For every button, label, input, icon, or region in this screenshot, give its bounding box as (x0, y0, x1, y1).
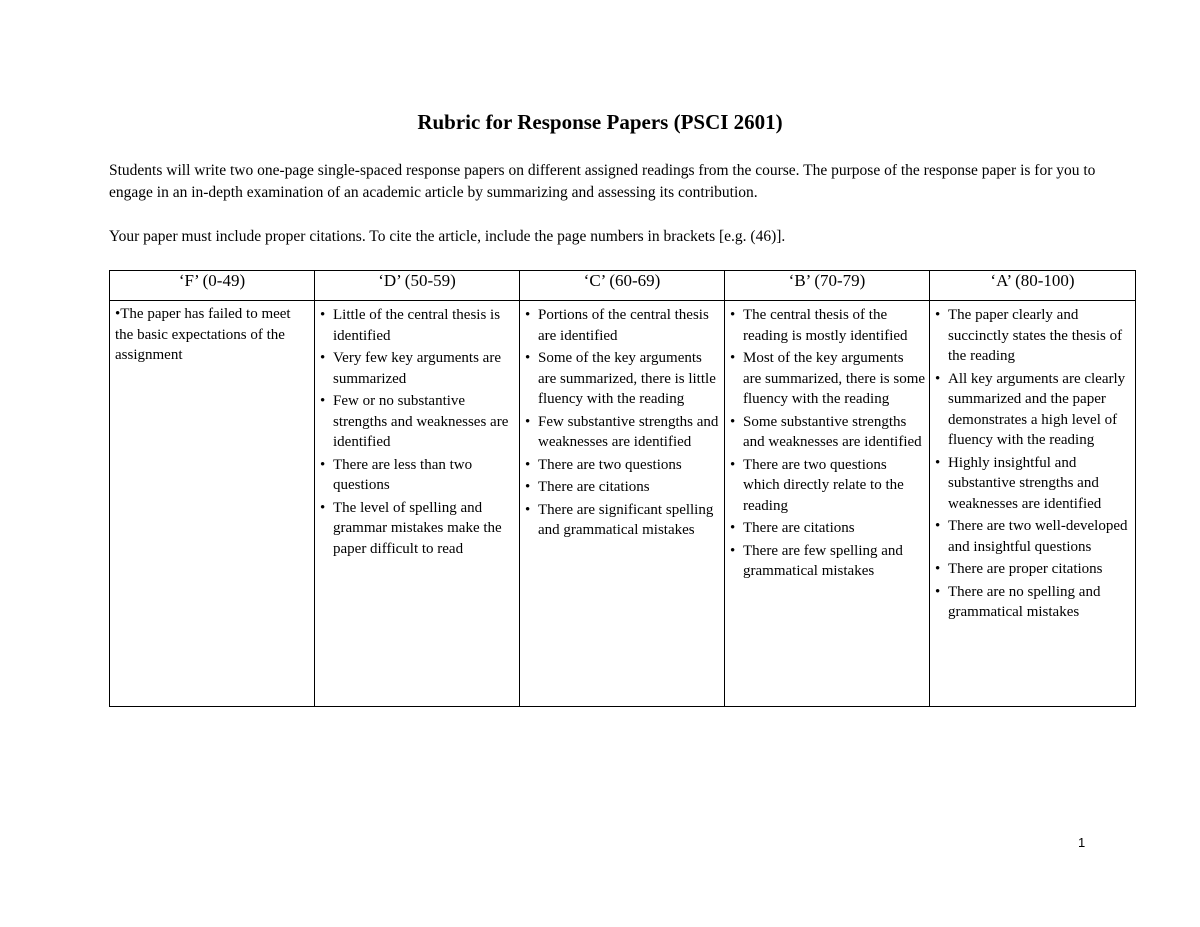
bullet-icon: • (320, 393, 326, 409)
intro-paragraph: Students will write two one-page single-spaced response papers on different assigned readings from the course. The purpose of the response paper is for you to engage in an in-depth examination of an academic article by summarizing and assessing its contribution. (109, 162, 1096, 201)
criteria-item (320, 305, 515, 346)
criteria-text: There are significant spelling and grammatical mistakes (538, 501, 714, 538)
criteria-text: There are no spelling and grammatical mistakes (948, 583, 1101, 620)
criteria-item (320, 391, 515, 453)
criteria-cell-b (725, 301, 930, 707)
bullet-icon: • (320, 499, 326, 516)
criteria-text: The paper clearly and succinctly states the thesis of the reading (948, 307, 1123, 364)
criteria-item (935, 305, 1131, 367)
bullet-icon: • (730, 413, 736, 430)
criteria-list-d (320, 304, 515, 559)
grade-header-a: ‘A’ (80-100) (930, 271, 1136, 301)
criteria-text: There are citations (538, 479, 650, 495)
criteria-text: There are proper citations (948, 561, 1103, 577)
page-number: 1 (1078, 835, 1086, 850)
criteria-list-c (525, 304, 720, 541)
criteria-item (935, 582, 1131, 623)
criteria-text: All key arguments are clearly summarized and the paper demonstrates a high level of fluency with the reading (948, 370, 1126, 448)
bullet-icon: • (730, 520, 736, 536)
criteria-item (525, 412, 720, 453)
bullet-icon: • (935, 370, 941, 387)
intro-section (109, 160, 1109, 248)
criteria-cell-f (110, 301, 315, 707)
bullet-icon: • (525, 501, 531, 518)
criteria-item (935, 516, 1131, 557)
grade-header-f: ‘F’ (0-49) (110, 271, 315, 301)
criteria-text: Most of the key arguments are summarized, there is some fluency with the reading (743, 350, 926, 407)
bullet-icon: • (730, 350, 736, 366)
criteria-item (525, 348, 720, 410)
criteria-text: Highly insightful and substantive strengths and weaknesses are identified (948, 454, 1102, 512)
criteria-list-b (730, 304, 925, 582)
criteria-item (730, 518, 925, 539)
bullet-icon: • (935, 518, 941, 534)
criteria-item (320, 455, 515, 496)
criteria-item (730, 541, 925, 582)
citation-paragraph: Your paper must include proper citations. To cite the article, include the page numbers in brackets [e.g. (46)]. (109, 228, 786, 245)
bullet-icon: • (730, 456, 736, 473)
bullet-icon: • (320, 307, 326, 323)
criteria-item (525, 455, 720, 476)
criteria-text: There are two questions (538, 456, 682, 473)
rubric-header-row (110, 271, 1136, 301)
bullet-icon: • (935, 307, 941, 323)
criteria-text: Few or no substantive strengths and weaknesses are identified (333, 393, 509, 450)
criteria-item (525, 305, 720, 346)
criteria-cell-d (315, 301, 520, 707)
criteria-text-f: •The paper has failed to meet the basic expectations of the assignment (115, 306, 291, 363)
grade-header-c: ‘C’ (60-69) (520, 271, 725, 301)
bullet-icon: • (935, 583, 941, 600)
criteria-text: Some of the key arguments are summarized, there is little fluency with the reading (538, 350, 716, 407)
bullet-icon: • (935, 454, 941, 471)
criteria-text: The level of spelling and grammar mistakes make the paper difficult to read (333, 499, 502, 557)
criteria-item (730, 348, 925, 410)
criteria-item (525, 500, 720, 541)
criteria-text: Little of the central thesis is identified (333, 307, 501, 344)
criteria-cell-a (930, 301, 1136, 707)
criteria-text: There are two questions which directly relate to the reading (743, 456, 904, 514)
criteria-item (730, 305, 925, 346)
bullet-icon: • (320, 350, 326, 366)
criteria-item (935, 453, 1131, 515)
bullet-icon: • (730, 542, 736, 559)
criteria-item (730, 412, 925, 453)
criteria-text: There are less than two questions (333, 456, 473, 493)
bullet-icon: • (525, 479, 531, 495)
page-title: Rubric for Response Papers (PSCI 2601) (417, 110, 783, 134)
criteria-text: Some substantive strengths and weaknesses are identified (743, 413, 922, 450)
criteria-item (320, 348, 515, 389)
grade-header-b: ‘B’ (70-79) (725, 271, 930, 301)
bullet-icon: • (525, 307, 531, 323)
grade-header-d: ‘D’ (50-59) (315, 271, 520, 301)
criteria-item (730, 455, 925, 517)
criteria-text: Few substantive strengths and weaknesses are identified (538, 413, 719, 450)
criteria-cell-c (520, 301, 725, 707)
criteria-item (935, 369, 1131, 451)
criteria-item (320, 498, 515, 560)
criteria-text: There are few spelling and grammatical mistakes (743, 542, 903, 579)
bullet-icon: • (525, 350, 531, 366)
criteria-list-a (935, 304, 1131, 623)
criteria-text: Portions of the central thesis are identified (538, 307, 709, 344)
rubric-criteria-row (110, 301, 1136, 707)
bullet-icon: • (730, 307, 736, 323)
criteria-item (935, 559, 1131, 580)
bullet-icon: • (525, 456, 531, 473)
criteria-item (525, 477, 720, 498)
criteria-text: There are two well-developed and insightful questions (948, 518, 1128, 555)
bullet-icon: • (525, 413, 531, 430)
rubric-table (109, 270, 1136, 707)
bullet-icon: • (935, 561, 941, 577)
bullet-icon: • (320, 456, 326, 473)
criteria-text: The central thesis of the reading is mostly identified (743, 307, 908, 344)
criteria-text: Very few key arguments are summarized (333, 350, 501, 387)
criteria-text: There are citations (743, 520, 855, 536)
